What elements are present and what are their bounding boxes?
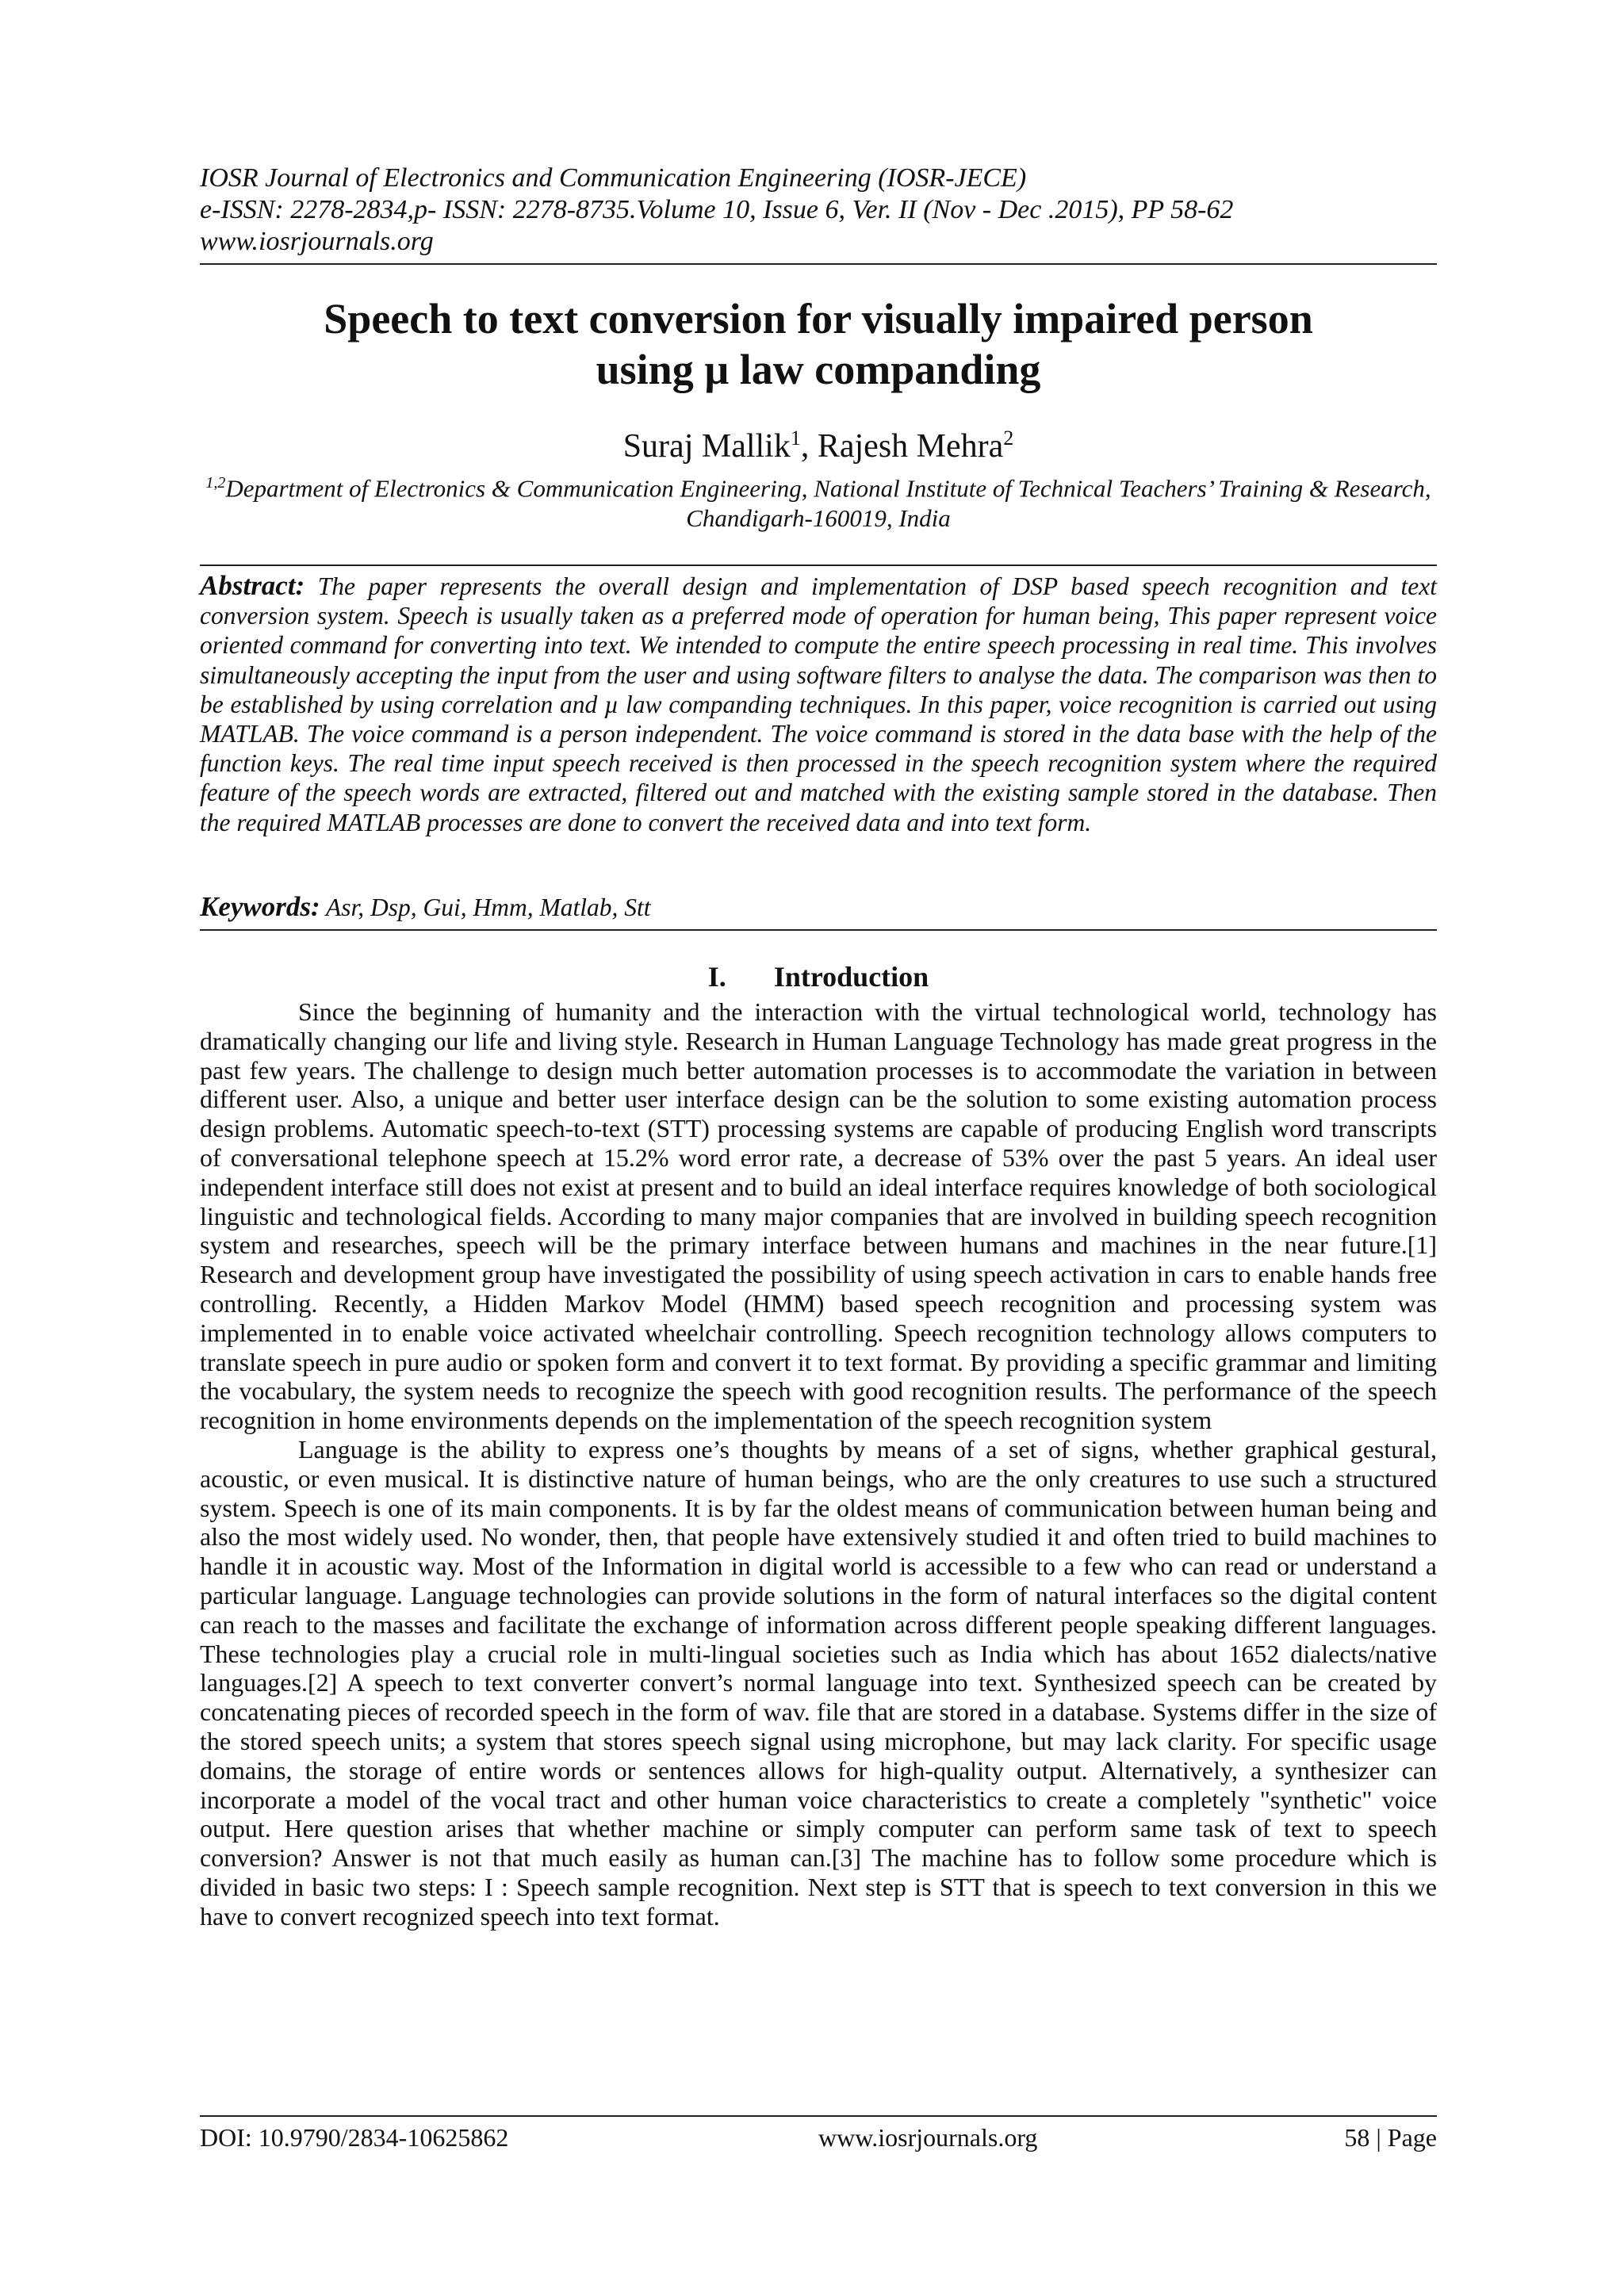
author-affiliation-mark: 2: [1003, 427, 1014, 450]
keywords-label: Keywords:: [200, 891, 320, 922]
journal-issn-volume: e-ISSN: 2278-2834,p- ISSN: 2278-8735.Volume 10, Issue 6, Ver. II (Nov - Dec .2015), PP 58-62: [200, 195, 1234, 224]
journal-name: IOSR Journal of Electronics and Communication Engineering (IOSR-JECE): [200, 163, 1027, 193]
section-number: I.: [707, 961, 726, 993]
keywords-rule: [200, 929, 1437, 931]
footer-doi: DOI: 10.9790/2834-10625862: [200, 2123, 509, 2152]
abstract: [200, 571, 1437, 837]
body-paragraph: Since the beginning of humanity and the interaction with the virtual technological world, technology has dramatically changing our life and living style. Research in Human Language Technology has made great progress in the past few years. The challenge to design much better automation processes is to accommodate the variation in between different user. Also, a unique and better user interface design can be the solution to some existing automation process design problems. Automatic speech-to-text (STT) processing systems are capable of producing English word transcripts of conversational telephone speech at 15.2% word error rate, a decrease of 53% over the past 5 years. An ideal user independent interface still does not exist at present and to build an ideal interface requires knowledge of both sociological linguistic and technological fields. According to many major companies that are involved in building speech recognition system and researches, speech will be the primary interface between humans and machines in the near future.[1] Research and development group have investigated the possibility of using speech activation in cars to enable hands free controlling. Recently, a Hidden Markov Model (HMM) based speech recognition and processing system was implemented in to enable voice activated wheelchair controlling. Speech recognition technology allows computers to translate speech in pure audio or spoken form and convert it to text format. By providing a specific grammar and limiting the vocabulary, the system needs to recognize the speech with good recognition results. The performance of the speech recognition in home environments depends on the implementation of the speech recognition system: [200, 997, 1437, 1435]
author-list: [200, 419, 1437, 466]
keywords-text: Asr, Dsp, Gui, Hmm, Matlab, Stt: [325, 894, 651, 921]
keywords: [200, 891, 1437, 924]
abstract-text: The paper represents the overall design and implementation of DSP based speech recognition and text conversion system. Speech is usually taken as a preferred mode of operation for human being, This paper represent voice oriented command for converting into text. We intended to compute the entire speech processing in real time. This involves simultaneously accepting the input from the user and using software filters to analyse the data. The comparison was then to be established by using correlation and µ law companding techniques. In this paper, voice recognition is carried out using MATLAB. The voice command is a person independent. The voice command is stored in the data base with the help of the function keys. The real time input speech received is then processed in the speech recognition system where the required feature of the speech words are extracted, filtered out and matched with the existing sample stored in the database. Then the required MATLAB processes are done to convert the received data and into text form.: [200, 572, 1438, 836]
author-affiliation-mark: 1: [790, 427, 801, 450]
footer-website: www.iosrjournals.org: [818, 2123, 1038, 2152]
journal-header: [200, 163, 1437, 258]
section-title: Introduction: [773, 961, 929, 993]
affiliation-text: Department of Electronics & Communication Engineering, National Institute of Technical Teachers’ Training & Research, Chandigarh-160019, India: [225, 474, 1431, 533]
footer-rule: [200, 2115, 1437, 2117]
journal-website: www.iosrjournals.org: [200, 227, 434, 256]
section-heading: [200, 959, 1437, 994]
author-name: Rajesh Mehra: [817, 428, 1004, 465]
title-line-2: using µ law companding: [596, 346, 1041, 393]
paper-title: [200, 293, 1437, 395]
affiliation-mark: 1,2: [205, 474, 226, 492]
title-line-1: Speech to text conversion for visually impaired person: [324, 295, 1313, 342]
body-paragraph: Language is the ability to express one’s thoughts by means of a set of signs, whether graphical gestural, acoustic, or even musical. It is distinctive nature of human beings, who are the only creatures to use such a structured system. Speech is one of its main components. It is by far the oldest means of communication between human being and also the most widely used. No wonder, then, that people have extensively studied it and often tried to build machines to handle it in acoustic way. Most of the Information in digital world is accessible to a few who can read or understand a particular language. Language technologies can provide solutions in the form of natural interfaces so the digital content can reach to the masses and facilitate the exchange of information across different people speaking different languages. These technologies play a crucial role in multi-lingual societies such as India which has about 1652 dialects/native languages.[2] A speech to text converter convert’s normal language into text. Synthesized speech can be created by concatenating pieces of recorded speech in the form of wav. file that are stored in a database. Systems differ in the size of the stored speech units; a system that stores speech signal using microphone, but may lack clarity. For specific usage domains, the storage of entire words or sentences allows for high-quality output. Alternatively, a synthesizer can incorporate a model of the vocal tract and other human voice characteristics to create a completely "synthetic" voice output. Here question arises that whether machine or simply computer can perform same task of text to speech conversion? Answer is not that much easily as human can.[3] The machine has to follow some procedure which is divided in basic two steps: I : Speech sample recognition. Next step is STT that is speech to text conversion in this we have to convert recognized speech into text format.: [200, 1434, 1437, 1931]
header-rule: [200, 263, 1437, 265]
page-footer: [200, 2122, 1437, 2153]
introduction-body: [200, 997, 1437, 1931]
affiliation: [200, 468, 1437, 534]
footer-page-number: 58 | Page: [1344, 2123, 1437, 2152]
author-name: Suraj Mallik: [622, 428, 791, 465]
author-separator: ,: [800, 428, 818, 465]
abstract-label: Abstract:: [200, 570, 305, 601]
abstract-top-rule: [200, 564, 1437, 566]
